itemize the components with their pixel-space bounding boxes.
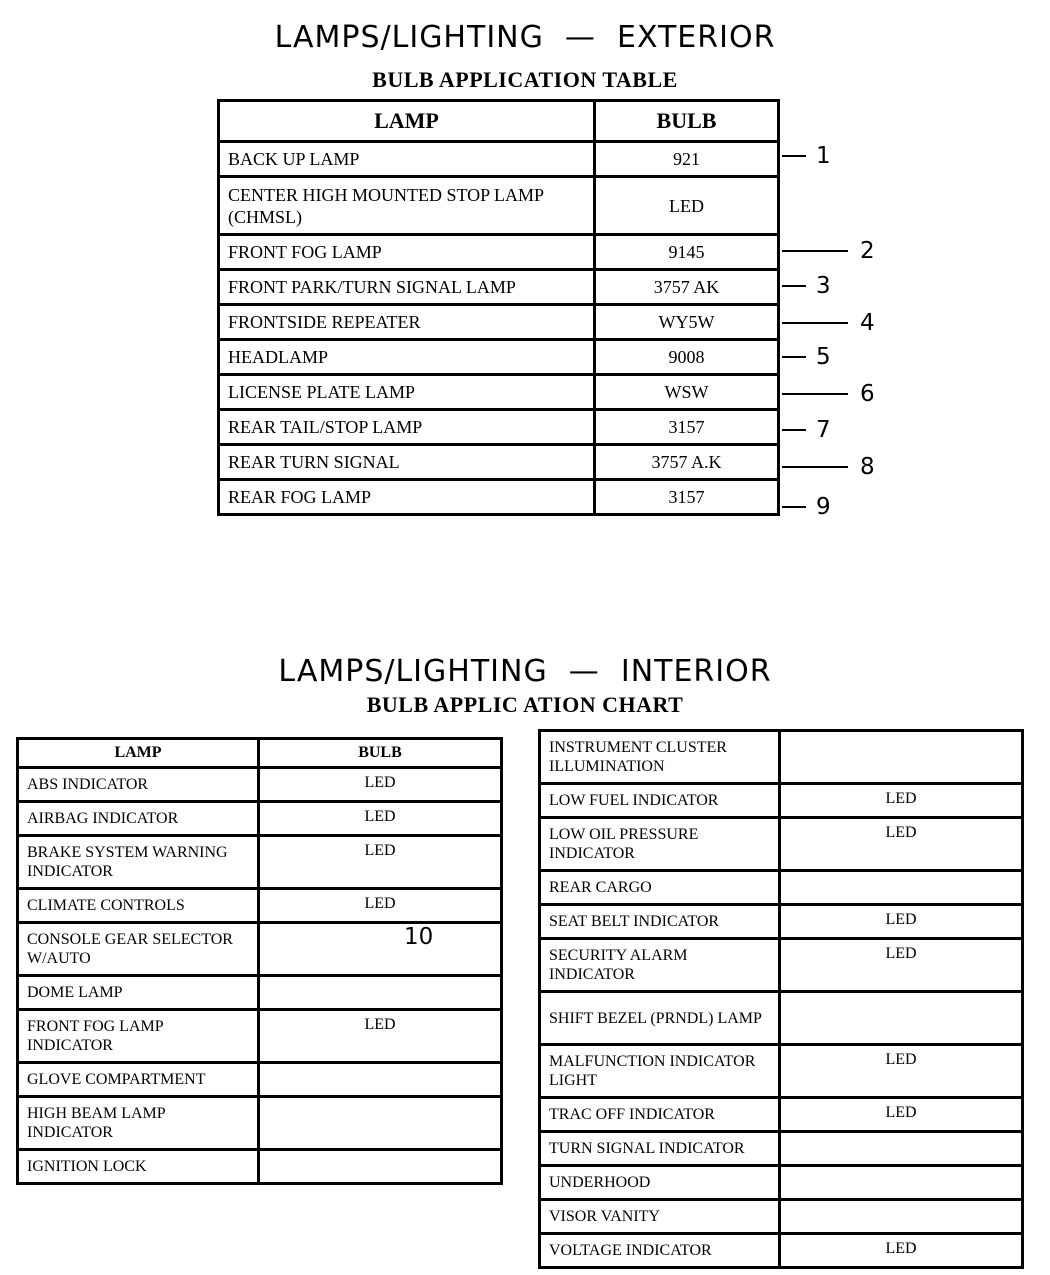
bulb-cell: LED	[259, 1010, 502, 1063]
lamp-cell: LICENSE PLATE LAMP	[219, 375, 595, 410]
bulb-cell	[780, 731, 1023, 784]
lamp-cell: UNDERHOOD	[540, 1166, 780, 1200]
table-row	[540, 818, 1023, 871]
callout-4	[782, 308, 882, 338]
interior-bulb-table-left	[16, 737, 503, 1185]
table-row	[18, 768, 502, 802]
bulb-cell: LED	[595, 177, 779, 235]
lamp-cell: DOME LAMP	[18, 976, 259, 1010]
bulb-cell: 921	[595, 142, 779, 177]
leader-line	[782, 322, 848, 324]
lamp-cell: CLIMATE CONTROLS	[18, 889, 259, 923]
bulb-cell: 3157	[595, 410, 779, 445]
table-row	[540, 871, 1023, 905]
lamp-cell: VISOR VANITY	[540, 1200, 780, 1234]
leader-line	[782, 429, 806, 431]
lamp-cell: REAR TAIL/STOP LAMP	[219, 410, 595, 445]
table-row	[540, 1166, 1023, 1200]
table-row	[219, 177, 779, 235]
callout-number: 8	[860, 454, 875, 480]
lamp-column-header: LAMP	[219, 101, 595, 142]
lamp-cell: REAR TURN SIGNAL	[219, 445, 595, 480]
bulb-column-header: BULB	[259, 739, 502, 768]
bulb-cell: LED	[780, 1098, 1023, 1132]
leader-line	[782, 506, 806, 508]
lamp-cell: LOW OIL PRESSURE INDICATOR	[540, 818, 780, 871]
table-row	[18, 976, 502, 1010]
lamp-cell: VOLTAGE INDICATOR	[540, 1234, 780, 1268]
lamp-cell: CONSOLE GEAR SELECTOR W/AUTO	[18, 923, 259, 976]
lamp-cell: REAR FOG LAMP	[219, 480, 595, 515]
callout-number: 6	[860, 381, 875, 407]
callout-3	[782, 271, 842, 301]
leader-line	[782, 356, 806, 358]
table-row	[219, 445, 779, 480]
lamp-cell: BACK UP LAMP	[219, 142, 595, 177]
lamp-cell: IGNITION LOCK	[18, 1150, 259, 1184]
lamp-cell: LOW FUEL INDICATOR	[540, 784, 780, 818]
lamp-cell: INSTRUMENT CLUSTER ILLUMINATION	[540, 731, 780, 784]
bulb-cell	[780, 1132, 1023, 1166]
exterior-subtitle: BULB APPLICATION TABLE	[372, 67, 678, 92]
callout-8	[782, 452, 882, 482]
table-row	[540, 1200, 1023, 1234]
callout-7	[782, 415, 842, 445]
callout-1	[782, 141, 842, 171]
table-row	[18, 889, 502, 923]
table-row	[18, 1097, 502, 1150]
table-row	[540, 1234, 1023, 1268]
callout-5	[782, 342, 842, 372]
bulb-cell	[259, 1150, 502, 1184]
callout-10: 10	[404, 924, 434, 950]
table-row	[540, 939, 1023, 992]
table-row	[18, 836, 502, 889]
lamp-cell: CENTER HIGH MOUNTED STOP LAMP (CHMSL)	[219, 177, 595, 235]
lamp-cell: HEADLAMP	[219, 340, 595, 375]
bulb-cell	[780, 871, 1023, 905]
callout-number: 9	[816, 494, 831, 520]
callout-number: 7	[816, 417, 831, 443]
bulb-cell: LED	[259, 889, 502, 923]
lamp-cell: HIGH BEAM LAMP INDICATOR	[18, 1097, 259, 1150]
table-row	[219, 305, 779, 340]
bulb-cell: 3157	[595, 480, 779, 515]
bulb-cell: LED	[259, 836, 502, 889]
table-row	[540, 784, 1023, 818]
leader-line	[782, 250, 848, 252]
lamp-cell: FRONT FOG LAMP	[219, 235, 595, 270]
callout-2	[782, 236, 882, 266]
bulb-cell: 3757 AK	[595, 270, 779, 305]
table-row	[219, 375, 779, 410]
interior-title: LAMPS/LIGHTING — INTERIOR	[278, 654, 772, 689]
lamp-cell: TURN SIGNAL INDICATOR	[540, 1132, 780, 1166]
callout-number: 3	[816, 273, 831, 299]
bulb-cell: LED	[780, 905, 1023, 939]
exterior-bulb-table	[217, 99, 780, 516]
callout-9	[782, 492, 842, 522]
leader-line	[782, 393, 848, 395]
table-row	[219, 235, 779, 270]
table-row	[18, 1150, 502, 1184]
lamp-cell: SEAT BELT INDICATOR	[540, 905, 780, 939]
callout-number: 2	[860, 238, 875, 264]
table-row	[219, 142, 779, 177]
lamp-cell: TRAC OFF INDICATOR	[540, 1098, 780, 1132]
bulb-cell: LED	[780, 784, 1023, 818]
lamp-cell: REAR CARGO	[540, 871, 780, 905]
lamp-cell: SHIFT BEZEL (PRNDL) LAMP	[540, 992, 780, 1045]
table-row	[219, 410, 779, 445]
table-row	[540, 1045, 1023, 1098]
table-row	[219, 340, 779, 375]
leader-line	[782, 285, 806, 287]
bulb-cell: LED	[259, 768, 502, 802]
exterior-title: LAMPS/LIGHTING — EXTERIOR	[274, 20, 776, 55]
bulb-cell: 9145	[595, 235, 779, 270]
table-row	[540, 1098, 1023, 1132]
lamp-cell: MALFUNCTION INDICATOR LIGHT	[540, 1045, 780, 1098]
lamp-cell: FRONT FOG LAMP INDICATOR	[18, 1010, 259, 1063]
bulb-cell: WSW	[595, 375, 779, 410]
lamp-cell: FRONTSIDE REPEATER	[219, 305, 595, 340]
bulb-cell	[259, 923, 502, 976]
table-row	[540, 905, 1023, 939]
lamp-column-header: LAMP	[18, 739, 259, 768]
lamp-cell: FRONT PARK/TURN SIGNAL LAMP	[219, 270, 595, 305]
table-row	[18, 1010, 502, 1063]
bulb-cell	[259, 976, 502, 1010]
bulb-cell: 9008	[595, 340, 779, 375]
table-row	[18, 1063, 502, 1097]
interior-subtitle: BULB APPLIC ATION CHART	[366, 692, 684, 717]
bulb-cell	[780, 1166, 1023, 1200]
lamp-cell: SECURITY ALARM INDICATOR	[540, 939, 780, 992]
callout-6	[782, 379, 882, 409]
callout-number: 1	[816, 143, 831, 169]
table-row	[540, 992, 1023, 1045]
bulb-cell	[780, 992, 1023, 1045]
bulb-cell: LED	[259, 802, 502, 836]
table-row	[219, 480, 779, 515]
bulb-cell: 3757 A.K	[595, 445, 779, 480]
bulb-cell: LED	[780, 818, 1023, 871]
bulb-cell	[259, 1097, 502, 1150]
leader-line	[782, 466, 848, 468]
bulb-cell	[259, 1063, 502, 1097]
lamp-cell: AIRBAG INDICATOR	[18, 802, 259, 836]
table-header-row	[18, 739, 502, 768]
table-row	[540, 1132, 1023, 1166]
bulb-cell: WY5W	[595, 305, 779, 340]
lamp-cell: GLOVE COMPARTMENT	[18, 1063, 259, 1097]
lamp-cell: BRAKE SYSTEM WARNING INDICATOR	[18, 836, 259, 889]
leader-line	[782, 155, 806, 157]
callout-number: 4	[860, 310, 875, 336]
table-row	[18, 802, 502, 836]
bulb-column-header: BULB	[595, 101, 779, 142]
bulb-cell: LED	[780, 1045, 1023, 1098]
table-row	[219, 270, 779, 305]
bulb-cell: LED	[780, 939, 1023, 992]
lamp-cell: ABS INDICATOR	[18, 768, 259, 802]
table-row	[540, 731, 1023, 784]
table-header-row	[219, 101, 779, 142]
callout-number: 5	[816, 344, 831, 370]
bulb-cell	[780, 1200, 1023, 1234]
bulb-cell: LED	[780, 1234, 1023, 1268]
interior-bulb-table-right	[538, 729, 1024, 1269]
